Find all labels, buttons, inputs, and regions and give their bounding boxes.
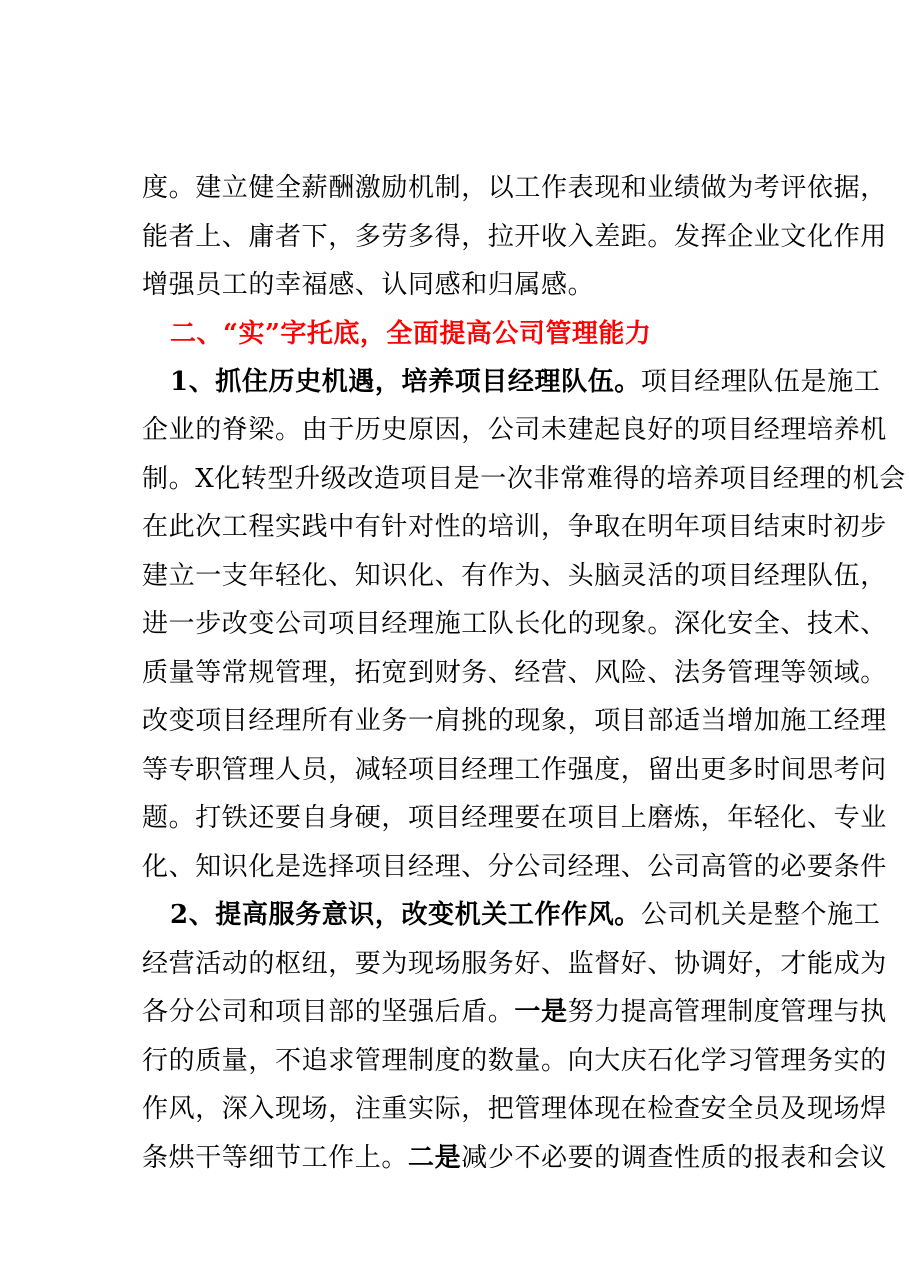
text-line: 质量等常规管理，拓宽到财务、经营、风险、法务管理等领域。 [142,658,887,688]
text-segment: 减少不必要的调查性质的报表和会议 [461,1143,887,1173]
text-line: 化、知识化是选择项目经理、分公司经理、公司高管的必要条件 [142,852,887,882]
text-segment: 努力提高管理制度管理与执 [567,997,887,1027]
text-line: 能者上、庸者下，多劳多得，拉开收入差距。发挥企业文化作用 [142,222,887,252]
point-one-label: 一是 [514,997,568,1027]
text-line: 进一步改变公司项目经理施工队长化的现象。深化安全、技术、 [142,609,887,639]
text-line: 制。X化转型升级改造项目是一次非常难得的培养项目经理的机会 [142,464,906,494]
paragraph-2-first-line [170,894,881,936]
text-line: 行的质量，不追求管理制度的数量。向大庆石化学习管理务实的 [142,1046,887,1076]
text-line: 作风，深入现场，注重实际，把管理体现在检查安全员及现场焊 [142,1094,887,1124]
point-two-label: 二是 [408,1143,462,1173]
paragraph-2-lead: 2、提高服务意识，改变机关工作作风。 [170,900,641,930]
text-line: 建立一支年轻化、知识化、有作为、头脑灵活的项目经理队伍， [142,561,887,591]
section-heading: 二、“实”字托底，全面提高公司管理能力 [170,319,652,349]
paragraph-1-lead: 1、抓住历史机遇，培养项目经理队伍。 [170,367,641,397]
paragraph-2-text: 公司机关是整个施工 [640,900,881,930]
text-line: 企业的脊梁。由于历史原因，公司未建起良好的项目经理培养机 [142,415,887,445]
paragraph-1-text: 项目经理队伍是施工 [640,367,881,397]
text-segment: 条烘干等细节工作上。 [142,1143,409,1173]
text-line: 经营活动的枢纽，要为现场服务好、监督好、协调好，才能成为 [142,949,887,979]
text-line [142,1137,887,1179]
text-line: 题。打铁还要自身硬，项目经理要在项目上磨炼，年轻化、专业 [142,803,887,833]
text-line: 等专职管理人员，减轻项目经理工作强度，留出更多时间思考问 [142,755,887,785]
text-line [142,991,887,1033]
text-line: 在此次工程实践中有针对性的培训，争取在明年项目结束时初步 [142,512,887,542]
text-line: 度。建立健全薪酬激励机制，以工作表现和业绩做为考评依据， [142,173,887,203]
paragraph-1-first-line [170,361,881,403]
text-line: 改变项目经理所有业务一肩挑的现象，项目部适当增加施工经理 [142,706,887,736]
text-line: 增强员工的幸福感、认同感和归属感。 [142,270,595,300]
text-segment: 各分公司和项目部的坚强后盾。 [142,997,515,1027]
